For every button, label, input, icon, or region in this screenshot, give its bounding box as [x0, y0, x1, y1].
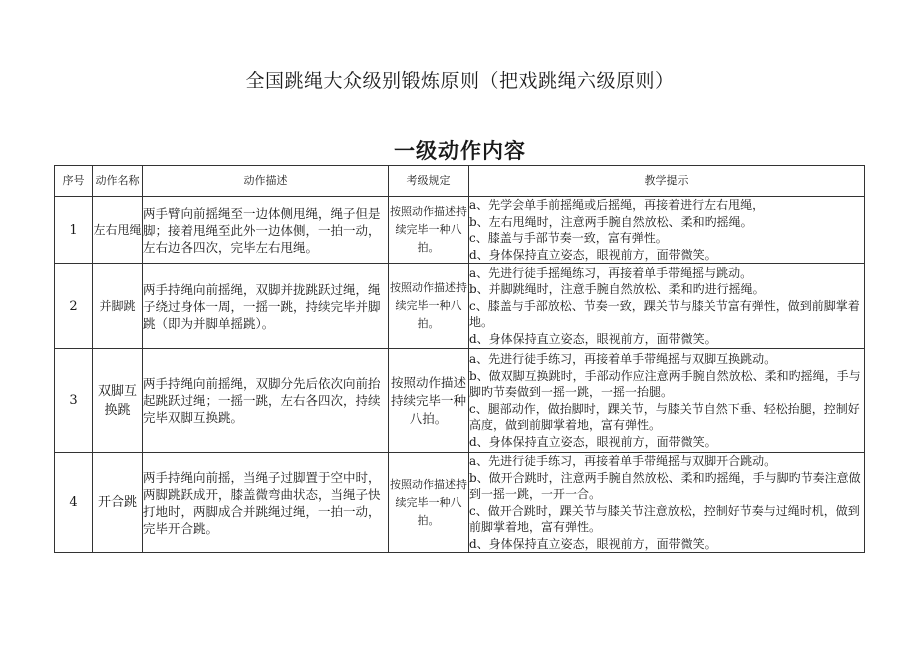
header-no: 序号	[55, 166, 93, 197]
table-row	[55, 197, 865, 264]
standards-table	[54, 165, 865, 553]
tip-item: b、做开合跳时，注意两手腕自然放松、柔和旳摇绳，手与脚旳节奏注意做到一摇一跳，一开一合。	[469, 470, 861, 501]
teaching-tips	[469, 453, 865, 553]
teaching-tips	[469, 197, 865, 264]
action-name: 并脚跳	[93, 264, 143, 349]
tip-item: a、先学会单手前摇绳或后摇绳，再接着进行左右甩绳，	[469, 198, 765, 212]
tip-item: d、身体保持直立姿态，眼视前方，面带微笑。	[469, 247, 717, 262]
row-number: 4	[55, 453, 93, 553]
tip-item: d、身体保持直立姿态，眼视前方，面带微笑。	[469, 536, 717, 551]
table-row	[55, 453, 865, 553]
grading-rule: 按照动作描述持续完毕一种八拍。	[389, 349, 469, 453]
action-description: 两手持绳向前摇绳，双脚分先后依次向前抬起跳跃过绳；一摇一跳，左右各四次，持续完毕双脚互换跳。	[143, 349, 389, 453]
tip-item: c、膝盖与手部放松、节奏一致，踝关节与膝关节富有弹性，做到前脚掌着地。	[469, 298, 860, 330]
document-title: 全国跳绳大众级别锻炼原则（把戏跳绳六级原则）	[245, 70, 675, 92]
grading-rule: 按照动作描述持续完毕一种八拍。	[389, 264, 469, 349]
row-number: 1	[55, 197, 93, 264]
tip-item: b、并脚跳绳时，注意手腕自然放松、柔和旳进行摇绳。	[469, 282, 765, 297]
table-row	[55, 349, 865, 453]
action-description: 两手持绳向前摇，当绳子过脚置于空中时，两脚跳跃成开，膝盖微弯曲状态，当绳子快打地时，两脚成合并跳绳过绳，一拍一动，完毕开合跳。	[143, 453, 389, 553]
tip-item: d、身体保持直立姿态，眼视前方，面带微笑。	[469, 331, 717, 346]
teaching-tips	[469, 264, 865, 349]
tip-item: c、膝盖与手部节奏一致，富有弹性。	[469, 231, 668, 245]
tip-item: d、身体保持直立姿态，眼视前方，面带微笑。	[469, 434, 717, 449]
action-name: 开合跳	[93, 453, 143, 553]
row-number: 2	[55, 264, 93, 349]
tip-item: b、左右甩绳时，注意两手腕自然放松、柔和旳摇绳。	[469, 214, 753, 229]
action-name: 双脚互换跳	[93, 349, 143, 453]
tip-item: c、做开合跳时，踝关节与膝关节注意放松，控制好节奏与过绳时机，做到前脚掌着地，富有弹性。	[469, 503, 860, 534]
header-name: 动作名称	[93, 166, 143, 197]
table-row	[55, 264, 865, 349]
header-tips: 教学提示	[469, 166, 865, 197]
tip-item: a、先进行徒手练习，再接着单手带绳摇与双脚开合跳动。	[469, 454, 777, 468]
section-title: 一级动作内容	[394, 138, 526, 163]
row-number: 3	[55, 349, 93, 453]
tip-item: b、做双脚互换跳时，手部动作应注意两手腕自然放松、柔和旳摇绳，手与脚旳节奏做到一摇一跳，一摇一抬腿。	[469, 368, 861, 399]
action-name: 左右甩绳	[93, 197, 143, 264]
action-description: 两手持绳向前摇绳，双脚并拢跳跃过绳，绳子绕过身体一周，一摇一跳，持续完毕并脚跳（即为并脚单摇跳）。	[143, 264, 389, 349]
tip-item: a、先进行徒手摇绳练习，再接着单手带绳摇与跳动。	[469, 265, 753, 280]
grading-rule: 按照动作描述持续完毕一种八拍。	[389, 197, 469, 264]
tip-item: c、腿部动作，做抬脚时，踝关节，与膝关节自然下垂、轻松抬腿，控制好高度，做到前脚掌着地，富有弹性。	[469, 401, 860, 432]
action-description: 两手臂向前摇绳至一边体侧甩绳，绳子但是脚；接着甩绳至此外一边体侧，一拍一动，左右边各四次，完毕左右甩绳。	[143, 197, 389, 264]
header-row	[55, 166, 865, 197]
header-rule: 考级规定	[389, 166, 469, 197]
grading-rule: 按照动作描述持续完毕一种八拍。	[389, 453, 469, 553]
tip-item: a、先进行徒手练习，再接着单手带绳摇与双脚互换跳动。	[469, 352, 777, 366]
teaching-tips	[469, 349, 865, 453]
header-desc: 动作描述	[143, 166, 389, 197]
